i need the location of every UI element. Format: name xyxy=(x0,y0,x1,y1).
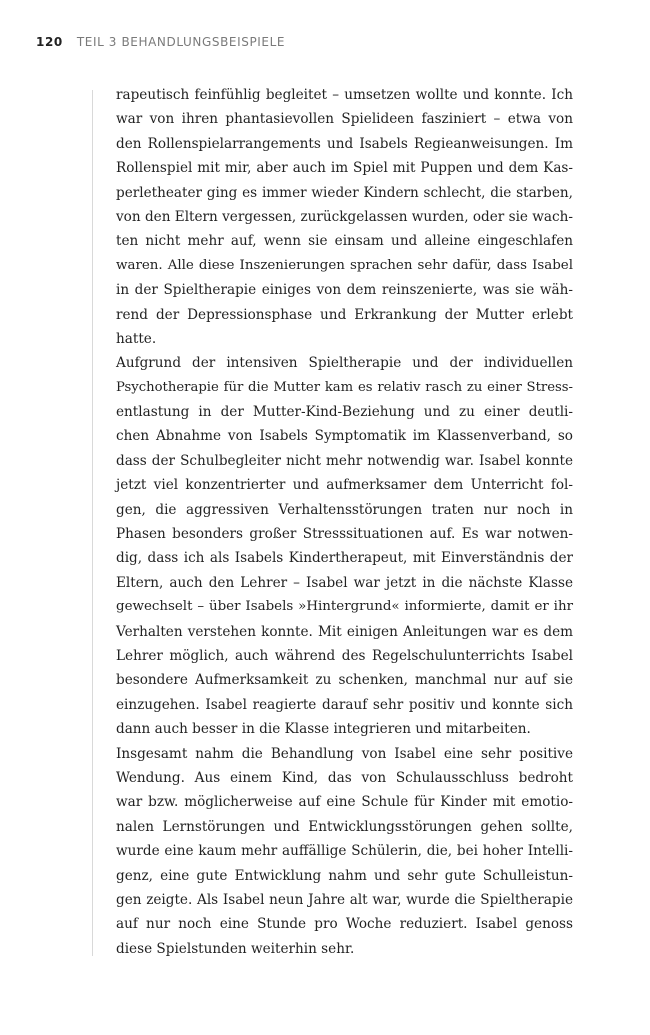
paragraph xyxy=(116,351,573,741)
paragraph xyxy=(116,83,573,351)
text-line: Eltern, auch den Lehrer – Isabel war jetzt in die nächste Klasse xyxy=(116,574,573,591)
text-line: auf nur noch eine Stunde pro Woche reduziert. Isabel genoss xyxy=(116,916,573,933)
text-line: Rollenspiel mit mir, aber auch im Spiel mit Puppen und dem Kas- xyxy=(116,160,573,177)
text-line: Aufgrund der intensiven Spieltherapie und der individuellen xyxy=(116,355,573,372)
text-line: war bzw. möglicherweise auf eine Schule für Kinder mit emotio- xyxy=(116,794,573,811)
text-line: dass der Schulbegleiter nicht mehr notwendig war. Isabel konnte xyxy=(116,452,573,469)
text-line: perletheater ging es immer wieder Kindern schlecht, die starben, xyxy=(116,184,573,201)
text-line: chen Abnahme von Isabels Symptomatik im Klassenverband, so xyxy=(116,428,573,445)
text-line: rapeutisch feinfühlig begleitet – umsetzen wollte und konnte. Ich xyxy=(116,87,573,103)
text-line: dig, dass ich als Isabels Kindertherapeut, mit Einverständnis der xyxy=(116,550,573,567)
text-line: entlastung in der Mutter-Kind-Beziehung und zu einer deutli- xyxy=(116,404,573,421)
text-line: hatte. xyxy=(116,330,157,347)
text-line: war von ihren phantasievollen Spielideen fasziniert – etwa von xyxy=(116,111,573,128)
text-line: von den Eltern vergessen, zurückgelassen wurden, oder sie wach- xyxy=(116,208,573,225)
text-line: Lehrer möglich, auch während des Regelschulunterrichts Isabel xyxy=(116,647,573,664)
text-line: waren. Alle diese Inszenierungen sprachen sehr dafür, dass Isabel xyxy=(116,257,573,273)
text-line: jetzt viel konzentrierter und aufmerksamer dem Unterricht fol- xyxy=(116,477,573,494)
text-line: ten nicht mehr auf, wenn sie einsam und alleine eingeschlafen xyxy=(116,233,573,250)
text-line: gewechselt – über Isabels »Hintergrund« informierte, damit er ihr xyxy=(116,599,573,615)
running-header xyxy=(36,35,285,49)
paragraph xyxy=(116,742,573,962)
text-line: gen zeigte. Als Isabel neun Jahre alt war, wurde die Spieltherapie xyxy=(116,891,573,908)
text-line: dann auch besser in die Klasse integrieren und mitarbeiten. xyxy=(116,721,531,738)
text-line: Insgesamt nahm die Behandlung von Isabel eine sehr positive xyxy=(116,745,573,762)
text-line: rend der Depressionsphase und Erkrankung der Mutter erlebt xyxy=(116,306,573,323)
text-line: in der Spieltherapie einiges von dem reinszenierte, was sie wäh- xyxy=(116,282,573,299)
body-text xyxy=(116,83,573,961)
page-number: 120 xyxy=(36,35,63,49)
text-line: einzugehen. Isabel reagierte darauf sehr positiv und konnte sich xyxy=(116,696,573,713)
text-line: Verhalten verstehen konnte. Mit einigen Anleitungen war es dem xyxy=(116,623,573,640)
running-title: TEIL 3 BEHANDLUNGSBEISPIELE xyxy=(76,35,286,49)
text-line: Wendung. Aus einem Kind, das von Schulausschluss bedroht xyxy=(116,769,573,786)
text-line: den Rollenspielarrangements und Isabels Regieanweisungen. Im xyxy=(116,135,573,152)
text-line: gen, die aggressiven Verhaltensstörungen traten nur noch in xyxy=(116,501,573,518)
text-line: Phasen besonders großer Stresssituationen auf. Es war notwen- xyxy=(116,526,573,543)
text-line: Psychotherapie für die Mutter kam es relativ rasch zu einer Stress- xyxy=(116,379,573,395)
margin-rule xyxy=(92,90,93,956)
text-line: nalen Lernstörungen und Entwicklungsstörungen gehen sollte, xyxy=(116,818,573,835)
text-line: besondere Aufmerksamkeit zu schenken, manchmal nur auf sie xyxy=(116,672,573,689)
text-line: wurde eine kaum mehr auffällige Schülerin, die, bei hoher Intelli- xyxy=(116,843,573,860)
text-line: genz, eine gute Entwicklung nahm und sehr gute Schulleistun- xyxy=(116,867,573,884)
text-line: diese Spielstunden weiterhin sehr. xyxy=(116,940,355,957)
